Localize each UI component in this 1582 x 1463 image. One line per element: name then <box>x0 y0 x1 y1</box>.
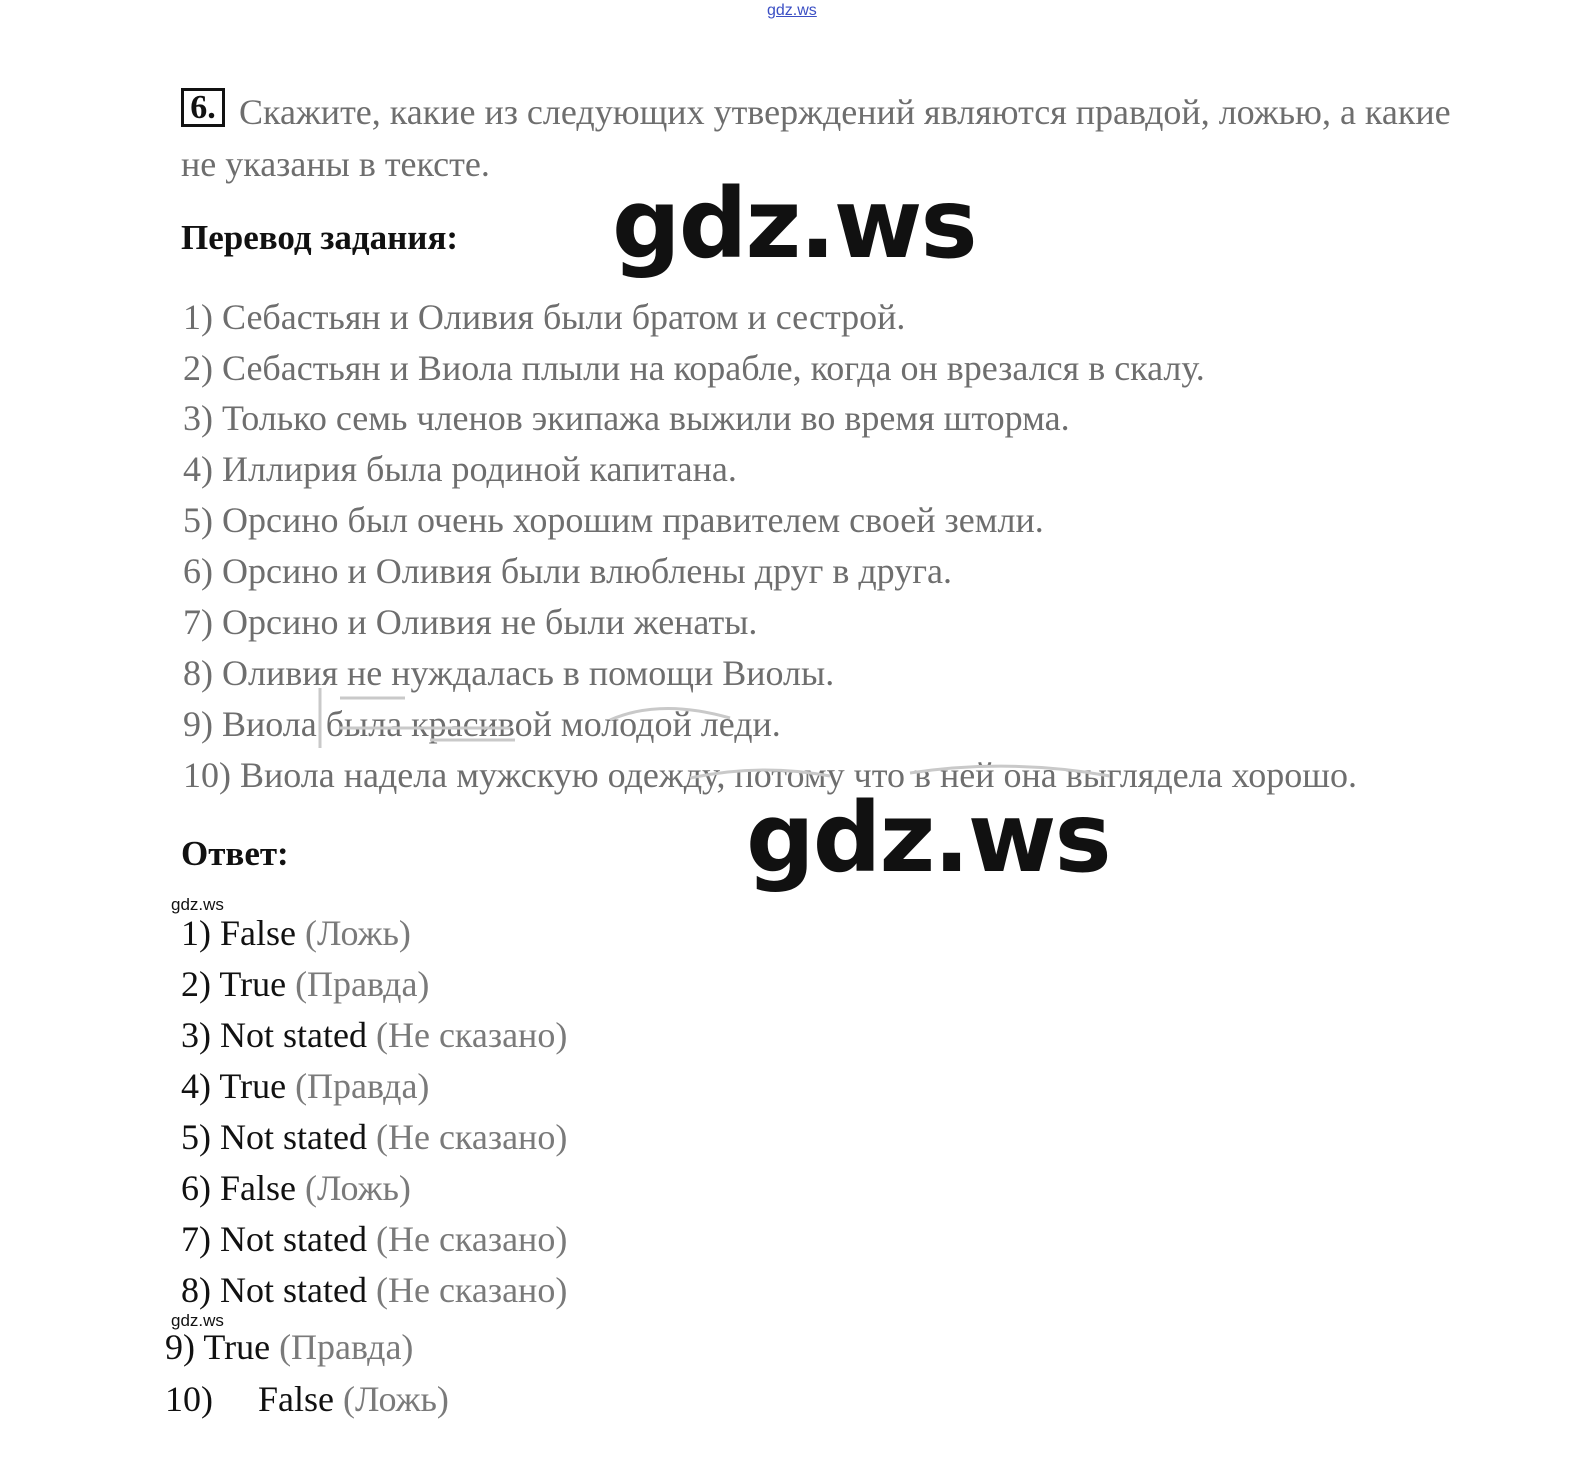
answer-russian: (Не сказано) <box>375 1117 568 1157</box>
answer-english: True <box>203 1327 271 1367</box>
watermark-small: gdz.ws <box>171 895 224 914</box>
answer-row <box>181 1065 429 1107</box>
statement: 8) Оливия не нуждалась в помощи Виолы. <box>183 653 835 693</box>
statement: 2) Себастьян и Виола плыли на корабле, когда он врезался в скалу. <box>183 348 1205 388</box>
answer-russian: (Правда) <box>279 1327 414 1367</box>
answer-row <box>181 1269 567 1311</box>
answer-row <box>165 1378 449 1420</box>
answer-row <box>181 1116 567 1158</box>
answer-row <box>181 1014 567 1056</box>
translation-heading: Перевод задания: <box>181 218 459 257</box>
answer-english: True <box>219 1066 287 1106</box>
answer-english: False <box>258 1379 334 1419</box>
answer-russian: (Правда) <box>295 964 430 1004</box>
answer-russian: (Не сказано) <box>375 1219 568 1259</box>
answer-russian: (Ложь) <box>343 1379 449 1419</box>
watermark-large: gdz.ws <box>746 782 1110 894</box>
answer-russian: (Ложь) <box>305 913 411 953</box>
answer-russian: (Правда) <box>295 1066 430 1106</box>
answer-number: 4) <box>181 1066 211 1106</box>
answer-number: 8) <box>181 1270 211 1310</box>
task-text: Скажите, какие из следующих утверждений являются правдой, ложью, а какие не указаны в тексте. <box>181 92 1451 184</box>
answer-row <box>181 963 429 1005</box>
answer-number: 2) <box>181 964 211 1004</box>
answer-english: False <box>220 1168 296 1208</box>
statement: 10) Виола надела мужскую одежду, потому что в ней она выглядела хорошо. <box>183 755 1357 795</box>
answer-number: 10) <box>165 1379 213 1419</box>
answer-row <box>165 1326 413 1368</box>
answer-english: Not stated <box>220 1015 367 1055</box>
answer-row <box>181 1218 567 1260</box>
answer-english: Not stated <box>220 1270 367 1310</box>
answer-heading: Ответ: <box>181 834 289 873</box>
answer-english: Not stated <box>220 1117 367 1157</box>
answer-english: Not stated <box>220 1219 367 1259</box>
top-link[interactable]: gdz.ws <box>767 2 817 19</box>
answer-number: 1) <box>181 913 211 953</box>
answer-number: 5) <box>181 1117 211 1157</box>
answer-russian: (Ложь) <box>305 1168 411 1208</box>
statement: 3) Только семь членов экипажа выжили во время шторма. <box>183 398 1070 438</box>
answer-number: 3) <box>181 1015 211 1055</box>
statement: 9) Виола была красивой молодой леди. <box>183 704 781 744</box>
watermark-large: gdz.ws <box>612 168 976 280</box>
statement: 5) Орсино был очень хорошим правителем своей земли. <box>183 500 1044 540</box>
answer-number: 7) <box>181 1219 211 1259</box>
answer-row <box>181 912 411 954</box>
answer-row <box>181 1167 411 1209</box>
statement: 6) Орсино и Оливия были влюблены друг в друга. <box>183 551 952 591</box>
answer-russian: (Не сказано) <box>375 1015 568 1055</box>
statement: 7) Орсино и Оливия не были женаты. <box>183 602 758 642</box>
answer-number: 9) <box>165 1327 195 1367</box>
answer-russian: (Не сказано) <box>375 1270 568 1310</box>
watermark-small: gdz.ws <box>171 1311 224 1330</box>
task-number: 6. <box>181 88 225 127</box>
answer-english: True <box>219 964 287 1004</box>
statement: 4) Иллирия была родиной капитана. <box>183 449 737 489</box>
answer-english: False <box>220 913 296 953</box>
answer-number: 6) <box>181 1168 211 1208</box>
statement: 1) Себастьян и Оливия были братом и сестрой. <box>183 297 906 337</box>
